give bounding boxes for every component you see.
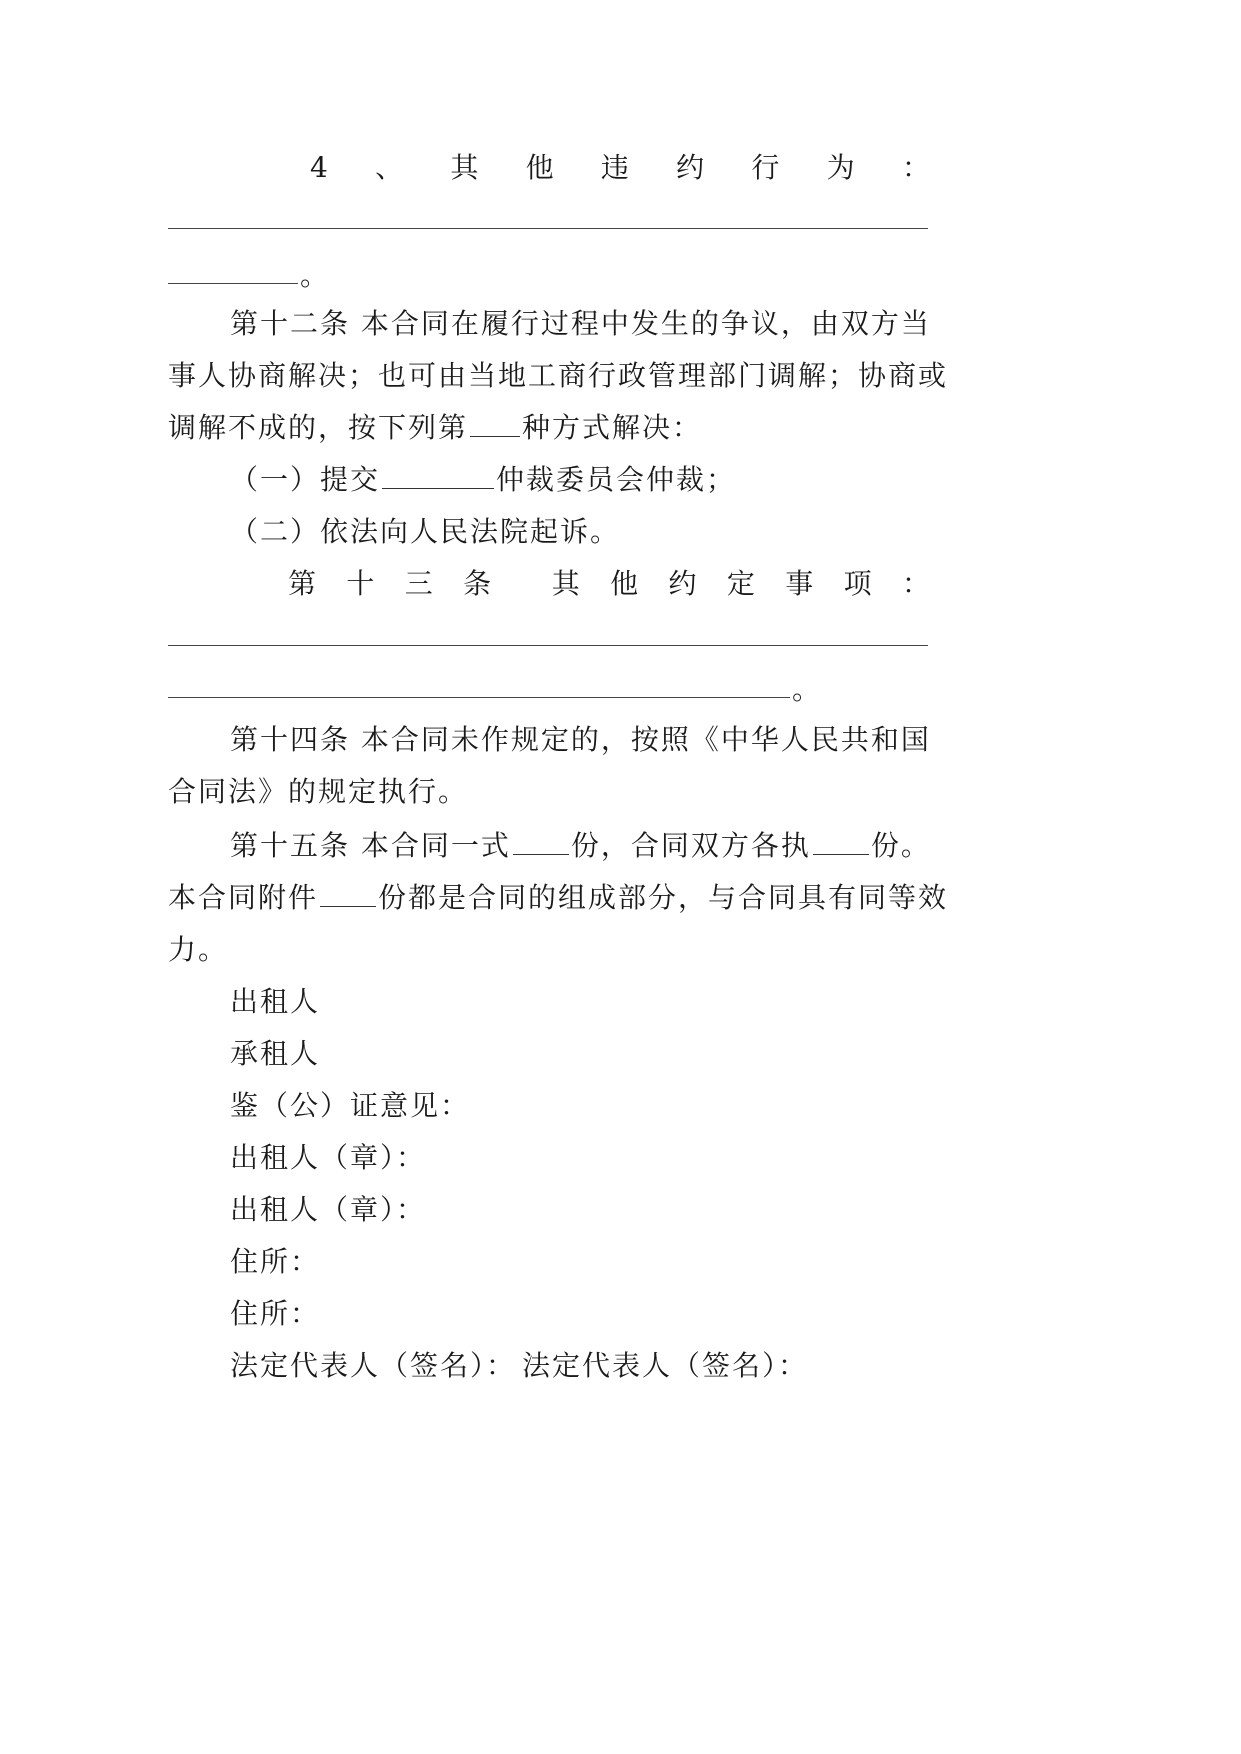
attachment-copies-blank — [320, 880, 376, 907]
art14-line2: 合同法》的规定执行。 — [168, 775, 469, 808]
art12-option1-text-b: 仲裁委员会仲裁； — [496, 463, 737, 496]
art13-char: 事 — [785, 567, 814, 600]
legal-rep-label-2: 法定代表人（签名）： — [522, 1349, 809, 1382]
art14-line1: 第十四条 本合同未作规定的，按照《中华人民共和国 — [230, 723, 931, 756]
art12-option1-text-a: （一）提交 — [230, 463, 381, 496]
art15-line3: 力。 — [168, 933, 229, 966]
art15-line1-text-c: 份。 — [870, 829, 931, 862]
art13-char: 其 — [551, 567, 580, 600]
lessee-label: 承租人 — [230, 1037, 321, 1070]
art13-char: 十 — [346, 567, 375, 600]
art13-char: 项 — [843, 567, 872, 600]
item4-char: 其 — [450, 151, 479, 184]
art13-blank-rule-2 — [168, 697, 790, 698]
lessor-label: 出租人 — [230, 985, 321, 1018]
art15-line1-text-b: 份，合同双方各执 — [570, 829, 811, 862]
art15-line2 — [168, 878, 949, 918]
item4-char: 4 — [310, 151, 328, 184]
art15-line1 — [230, 826, 940, 866]
lessor-seal-label-1: 出租人（章）： — [230, 1141, 427, 1174]
item4-end-mark: 。 — [300, 259, 331, 292]
notary-opinion-label: 鉴（公）证意见： — [230, 1089, 471, 1122]
item4-char: 、 — [375, 151, 404, 184]
address-label-1: 住所： — [230, 1245, 321, 1278]
art13-heading — [288, 564, 930, 604]
art13-end-mark: 。 — [792, 673, 823, 706]
item4-char: 行 — [751, 151, 780, 184]
art15-line2-text-a: 本合同附件 — [168, 881, 319, 914]
item4-char: 约 — [676, 151, 705, 184]
art15-line1-text-a: 第十五条 本合同一式 — [230, 829, 511, 862]
item4-blank-rule-2 — [168, 283, 298, 284]
art12-line3 — [168, 408, 940, 448]
art13-char: 条 — [463, 567, 492, 600]
copies-each-blank — [813, 828, 869, 855]
item4-char: 他 — [525, 151, 554, 184]
legal-rep-label-1: 法定代表人（签名）： — [230, 1349, 517, 1382]
art12-line1: 第十二条 本合同在履行过程中发生的争议，由双方当 — [230, 307, 931, 340]
art12-method-blank — [470, 410, 520, 437]
arbitration-commission-blank — [382, 462, 494, 489]
art13-char: ： — [901, 567, 930, 600]
art13-char: 约 — [668, 567, 697, 600]
item4-blank-rule-1 — [168, 228, 928, 229]
art12-option1 — [230, 460, 940, 500]
item4-char: 为 — [826, 151, 855, 184]
item4-char: ： — [901, 151, 930, 184]
art13-blank-rule-1 — [168, 645, 928, 646]
art12-line2: 事人协商解决；也可由当地工商行政管理部门调解；协商或 — [168, 359, 949, 392]
legal-rep-row — [230, 1346, 940, 1386]
lessor-seal-label-2: 出租人（章）： — [230, 1193, 427, 1226]
art13-char: 第 — [288, 567, 317, 600]
item4-char: 违 — [600, 151, 629, 184]
art13-char: 定 — [726, 567, 755, 600]
art15-line2-text-b: 份都是合同的组成部分，与合同具有同等效 — [378, 881, 949, 914]
art12-line3-text-b: 种方式解决： — [522, 411, 703, 444]
art12-line3-text-a: 调解不成的，按下列第 — [168, 411, 469, 444]
address-label-2: 住所： — [230, 1297, 321, 1330]
art13-char: 三 — [404, 567, 433, 600]
art12-option2: （二）依法向人民法院起诉。 — [230, 515, 621, 548]
art13-char: 他 — [610, 567, 639, 600]
item4-heading — [310, 148, 930, 188]
copies-total-blank — [513, 828, 569, 855]
